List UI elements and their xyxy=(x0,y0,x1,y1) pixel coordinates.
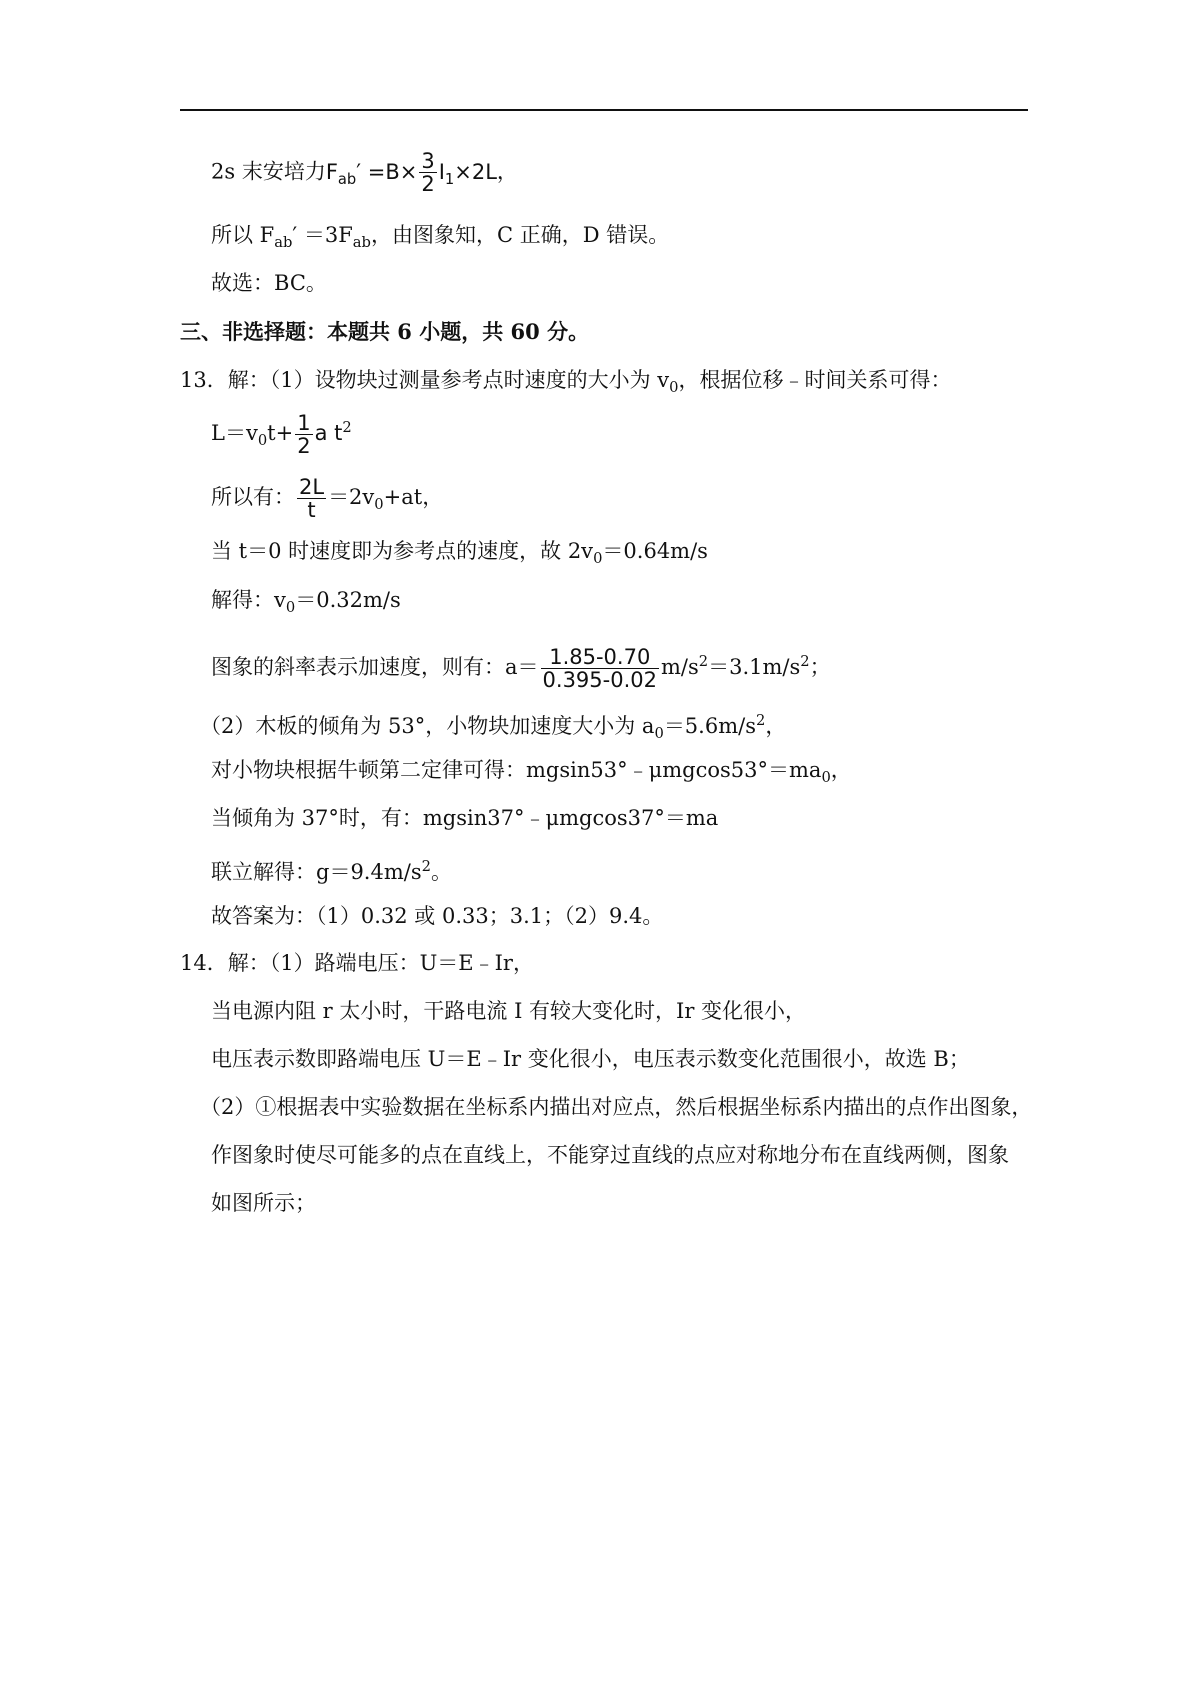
q13-line-3: 所以有： $\frac{2L}{t}$ $=2v_0+at$， xyxy=(211,475,444,522)
q13-line-10: 联立解得：$g=9.4m/s^2$。 xyxy=(211,858,452,884)
fraction-3-2: $\frac{3}{2}$ xyxy=(421,149,435,196)
fraction-slope: $\frac{1.85-0.70}{0.395-0.02}$ xyxy=(542,645,657,692)
q13-line-7: （2）木板的倾角为 53°，小物块加速度大小为 $a_0=5.6m/s^2$， xyxy=(200,712,787,743)
q13-line-5: 解得：$v_0=0.32m/s$ xyxy=(211,588,401,617)
fraction-2L-t: $\frac{2L}{t}$ xyxy=(299,475,325,522)
q14-line-3: 电压表示数即路端电压 U＝E﹣Ir 变化很小，电压表示数变化范围很小，故选 B； xyxy=(211,1047,970,1071)
header-rule xyxy=(180,109,1028,111)
q14-line-5: 作图象时使尽可能多的点在直线上，不能穿过直线的点应对称地分布在直线两侧，图象 xyxy=(211,1143,1009,1167)
q13-line-8: 对小物块根据牛顿第二定律可得：$mgsin53^\circ﹣\mu mgcos53^\circ=ma_0$， xyxy=(211,758,852,787)
fraction-1-2: $\frac{1}{2}$ xyxy=(297,411,311,458)
q13-line-9: 当倾角为 37°时，有：mgsin37°﹣μmgcos37°＝ma xyxy=(211,806,719,830)
q13-line-11: 故答案为：（1）0.32 或 0.33；3.1；（2）9.4。 xyxy=(211,904,664,928)
q14-line-2: 当电源内阻 r 太小时，干路电流 I 有较大变化时，Ir 变化很小， xyxy=(211,999,807,1023)
q14-line-6: 如图所示； xyxy=(211,1191,316,1215)
prev-line-3: 故选：BC。 xyxy=(211,271,327,295)
q14-line-4: （2）①根据表中实验数据在坐标系内描出对应点，然后根据坐标系内描出的点作出图象， xyxy=(200,1095,1033,1119)
q13-line-4: 当 t＝0 时速度即为参考点的速度，故 $2v_0=0.64m/s$ xyxy=(211,539,708,568)
section-heading: 三、非选择题：本题共 6 小题，共 60 分。 xyxy=(180,319,590,344)
formula-ampere-force: $F_{ab}' =B\times$ $\frac{3}{2}$ $I_1\times 2L$ xyxy=(325,149,497,196)
q13-line-1: 13．解：（1）设物块过测量参考点时速度的大小为 $v_0$，根据位移﹣时间关系可得： xyxy=(180,368,952,397)
prev-line-1: 2s 末安培力$F_{ab}' =B\times$ $\frac{3}{2}$ $I_1\times 2L$， xyxy=(211,149,518,196)
q13-line-6: 图象的斜率表示加速度，则有：a＝ $\frac{1.85-0.70}{0.395-0.02}$ $m/s^2=3.1m/s^2$； xyxy=(211,645,831,692)
q14-line-1: 14．解：（1）路端电压：U＝E﹣Ir， xyxy=(180,951,534,975)
q13-line-2: $L=v_0t+$ $\frac{1}{2}$ a $t^2$ xyxy=(211,411,352,458)
prev-line-2: 所以 $F_{ab}' =3F_{ab}$，由图象知，C 正确，D 错误。 xyxy=(211,223,670,252)
